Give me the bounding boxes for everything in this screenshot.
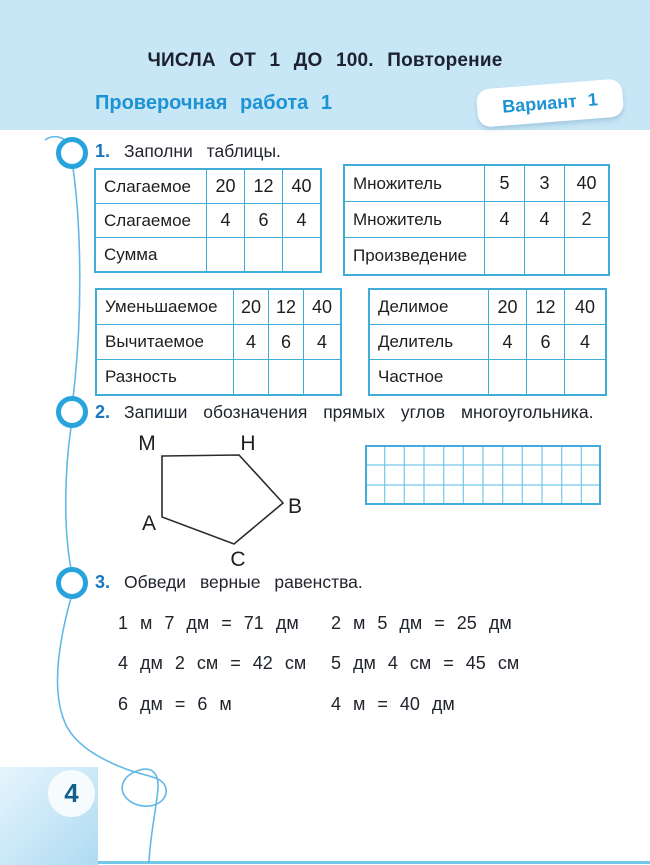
polygon-figure	[138, 432, 302, 571]
table-cell: 4	[304, 325, 340, 360]
task1-number: 1.	[95, 141, 111, 161]
page-number-circle	[48, 770, 95, 817]
table-row-label: Слагаемое	[96, 170, 207, 204]
table-cell: 20	[489, 290, 527, 325]
answer-cell[interactable]	[245, 238, 283, 271]
answer-grid[interactable]	[365, 445, 601, 505]
task2-ring-icon	[59, 399, 86, 426]
equation[interactable]: 1 м 7 дм = 71 дм	[118, 613, 299, 633]
equation[interactable]: 2 м 5 дм = 25 дм	[331, 613, 512, 633]
table-cell: 5	[485, 166, 525, 202]
variant-label: Вариант 1	[501, 88, 599, 117]
page-number: 4	[64, 778, 79, 808]
subtraction-table	[95, 288, 342, 396]
task1-text: Заполни таблицы.	[124, 141, 281, 161]
vertex-label-n: Н	[240, 432, 256, 455]
table-row-label: Делитель	[370, 325, 489, 360]
table-cell: 4	[485, 202, 525, 238]
task2-number: 2.	[95, 402, 111, 422]
answer-cell[interactable]	[283, 238, 320, 271]
answer-cell[interactable]	[485, 238, 525, 274]
equation[interactable]: 5 дм 4 см = 45 см	[331, 653, 520, 673]
table-cell: 20	[207, 170, 245, 204]
vertex-label-m: М	[138, 432, 156, 455]
table-cell: 2	[565, 202, 608, 238]
answer-cell[interactable]	[565, 238, 608, 274]
table-cell: 12	[245, 170, 283, 204]
equation[interactable]: 4 дм 2 см = 42 см	[118, 653, 307, 673]
table-row-label: Множитель	[345, 202, 485, 238]
table-row-label: Сумма	[96, 238, 207, 271]
equation[interactable]: 6 дм = 6 м	[118, 694, 232, 714]
table-cell: 6	[527, 325, 565, 360]
vertex-label-b: В	[287, 495, 303, 518]
table-cell: 4	[207, 204, 245, 238]
table-cell: 4	[283, 204, 320, 238]
table-cell: 40	[283, 170, 320, 204]
test-title: Проверочная работа 1	[95, 92, 332, 114]
table-row-label: Слагаемое	[96, 204, 207, 238]
table-row-label: Вычитаемое	[97, 325, 234, 360]
table-row-label: Частное	[370, 360, 489, 394]
multiplication-table	[343, 164, 610, 276]
table-cell: 12	[269, 290, 304, 325]
answer-cell[interactable]	[269, 360, 304, 394]
table-cell: 20	[234, 290, 269, 325]
table-cell: 12	[527, 290, 565, 325]
table-cell: 6	[245, 204, 283, 238]
grid-lines-icon	[365, 445, 601, 505]
task1-header	[95, 141, 281, 165]
page-number-box	[0, 767, 98, 865]
vertex-label-a: А	[141, 512, 157, 535]
answer-cell[interactable]	[234, 360, 269, 394]
table-cell: 4	[234, 325, 269, 360]
table-cell: 4	[565, 325, 605, 360]
table-cell: 40	[565, 290, 605, 325]
table-cell: 6	[269, 325, 304, 360]
equation[interactable]: 4 м = 40 дм	[331, 694, 455, 714]
task3-text: Обведи верные равенства.	[124, 572, 363, 592]
task1-ring-icon	[59, 140, 86, 167]
table-cell: 4	[525, 202, 565, 238]
table-row-label: Множитель	[345, 166, 485, 202]
task2-text: Запиши обозначения прямых углов многоугольника.	[124, 402, 594, 422]
table-cell: 4	[489, 325, 527, 360]
answer-cell[interactable]	[565, 360, 605, 394]
page-title: ЧИСЛА ОТ 1 ДО 100. Повторение	[147, 50, 503, 71]
answer-cell[interactable]	[489, 360, 527, 394]
table-row-label: Делимое	[370, 290, 489, 325]
answer-cell[interactable]	[304, 360, 340, 394]
answer-cell[interactable]	[527, 360, 565, 394]
table-cell: 40	[565, 166, 608, 202]
task3-ring-icon	[59, 570, 86, 597]
table-row-label: Произведение	[345, 238, 485, 274]
table-cell: 3	[525, 166, 565, 202]
table-row-label: Разность	[97, 360, 234, 394]
task3-number: 3.	[95, 572, 111, 592]
table-cell: 40	[304, 290, 340, 325]
vertex-label-c: С	[230, 548, 246, 571]
answer-cell[interactable]	[525, 238, 565, 274]
task2-header	[95, 402, 593, 426]
answer-cell[interactable]	[207, 238, 245, 271]
addition-table	[94, 168, 322, 273]
table-row-label: Уменьшаемое	[97, 290, 234, 325]
division-table	[368, 288, 607, 396]
task3-header	[95, 572, 363, 596]
